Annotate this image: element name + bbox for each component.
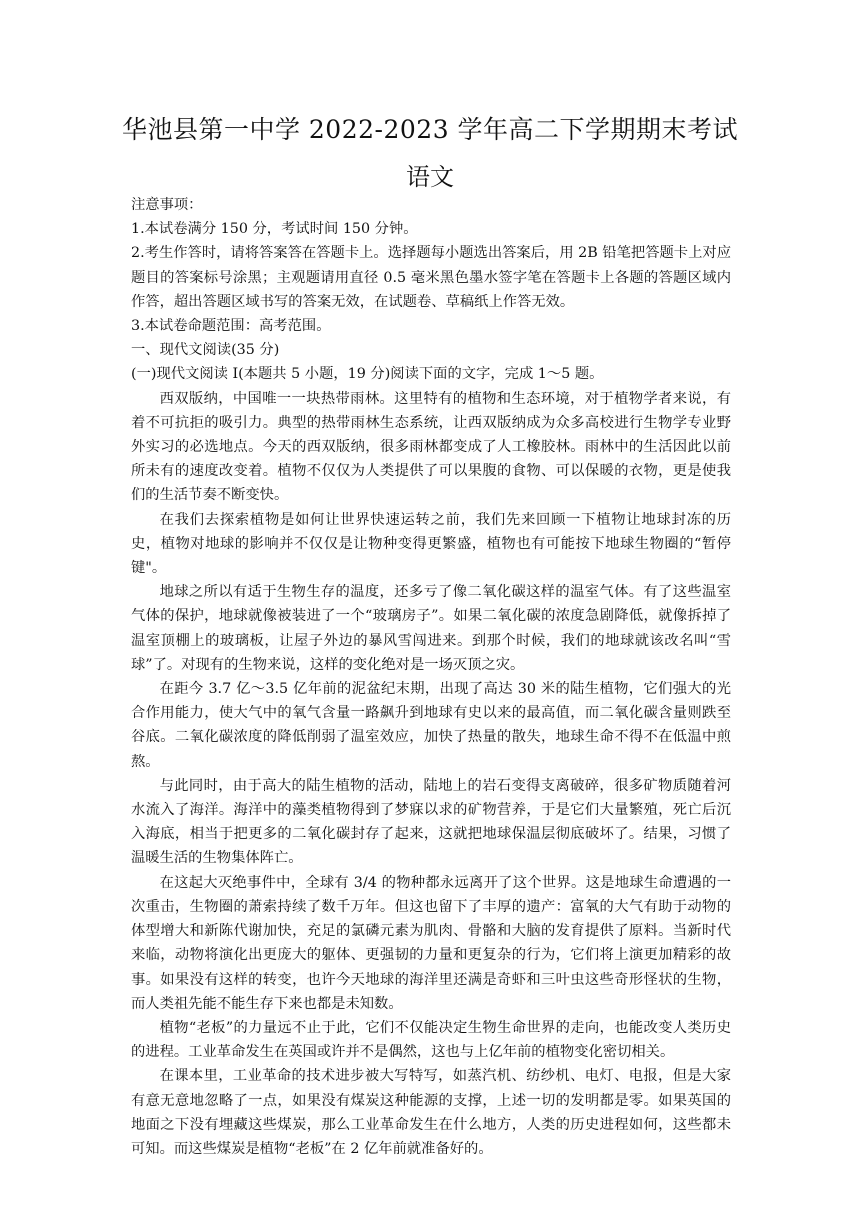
passage-paragraph-1: 西双版纳，中国唯一一块热带雨林。这里特有的植物和生态环境，对于植物学者来说，有着不可抗拒的吸引力。典型的热带雨林生态系统，让西双版纳成为众多高校进行生物学专业野外实习的必选地点。今天的西双版纳，很多雨林都变成了人工橡胶林。雨林中的生活因此以前所未有的速度改变着。植物不仅仅为人类提供了可以果腹的食物、可以保暖的衣物，更是使我们的生活节奏不断变快。 <box>131 390 731 504</box>
exam-subject: 语文 <box>406 163 454 191</box>
exam-title: 华池县第一中学 2022-2023 学年高二下学期期末考试 <box>121 115 739 144</box>
notice-item-3: 3.本试卷命题范围：高考范围。 <box>131 318 331 335</box>
passage-paragraph-6: 在这起大灭绝事件中，全球有 3/4 的物种都永远离开了这个世界。这是地球生命遭遇的一次重击，生物圈的萧索持续了数千万年。但这也留下了丰厚的遗产：富氧的大气有助于动物的体型增大和新陈代谢加快，充足的氯磷元素为肌肉、骨骼和大脑的发育提供了原料。当新时代来临，动物将演化出更庞大的躯体、更强韧的力量和更复杂的行为，它们将上演更加精彩的故事。如果没有这样的转变，也许今天地球的海洋里还满是奇虾和三叶虫这些奇形怪状的生物，而人类祖先能不能生存下来也都是未知数。 <box>131 874 731 1012</box>
passage-paragraph-7: 植物“老板”的力量远不止于此，它们不仅能决定生物生命世界的走向，也能改变人类历史的进程。工业革命发生在英国或许并不是偶然，这也与上亿年前的植物变化密切相关。 <box>131 1019 731 1061</box>
exam-body <box>131 193 731 1161</box>
section-heading: 一、现代文阅读(35 分) <box>131 342 280 359</box>
section-sub-heading: (一)现代文阅读 I(本题共 5 小题，19 分)阅读下面的文字，完成 1～5 题。 <box>131 366 604 383</box>
passage-paragraph-5: 与此同时，由于高大的陆生植物的活动，陆地上的岩石变得支离破碎，很多矿物质随着河水流入了海洋。海洋中的藻类植物得到了梦寐以求的矿物营养，于是它们大量繁殖，死亡后沉入海底，相当于把更多的二氧化碳封存了起来，这就把地球保温层彻底破坏了。结果，习惯了温暖生活的生物集体阵亡。 <box>131 777 731 867</box>
notice-item-2: 2.考生作答时，请将答案答在答题卡上。选择题每小题选出答案后，用 2B 铅笔把答题卡上对应题目的答案标号涂黑；主观题请用直径 0.5 毫米黑色墨水签字笔在答题卡上各题的答题区域内作答，超出答题区域书写的答案无效，在试题卷、草稿纸上作答无效。 <box>131 245 731 310</box>
passage-paragraph-4: 在距今 3.7 亿～3.5 亿年前的泥盆纪末期，出现了高达 30 米的陆生植物，它们强大的光合作用能力，使大气中的氧气含量一路飙升到地球有史以来的最高值，而二氧化碳含量则跌至谷底。二氧化碳浓度的降低削弱了温室效应，加快了热量的散失，地球生命不得不在低温中煎熬。 <box>131 681 731 770</box>
passage-paragraph-8: 在课本里，工业革命的技术进步被大写特写，如蒸汽机、纺纱机、电灯、电报，但是大家有意无意地忽略了一点，如果没有煤炭这种能源的支撑，上述一切的发明都是零。如果英国的地面之下没有埋藏这些煤炭，那么工业革命发生在什么地方，人类的历史进程如何，这些都未可知。而这些煤炭是植物“老板”在 2 亿年前就准备好的。 <box>131 1068 731 1157</box>
notice-item-1: 1.本试卷满分 150 分，考试时间 150 分钟。 <box>131 221 418 238</box>
notice-heading: 注意事项： <box>131 197 203 213</box>
passage-paragraph-3: 地球之所以有适于生物生存的温度，还多亏了像二氧化碳这样的温室气体。有了这些温室气体的保护，地球就像被装进了一个“玻璃房子”。如果二氧化碳的浓度急剧降低，就像拆掉了温室顶棚上的玻璃板，让屋子外边的暴风雪闯进来。到那个时候，我们的地球就该改名叫“雪球”了。对现有的生物来说，这样的变化绝对是一场灭顶之灾。 <box>131 584 731 673</box>
passage-paragraph-2: 在我们去探索植物是如何让世界快速运转之前，我们先来回顾一下植物让地球封冻的历史，植物对地球的影响并不仅仅是让物种变得更繁盛，植物也有可能按下地球生物圈的“暂停键"。 <box>131 511 731 577</box>
